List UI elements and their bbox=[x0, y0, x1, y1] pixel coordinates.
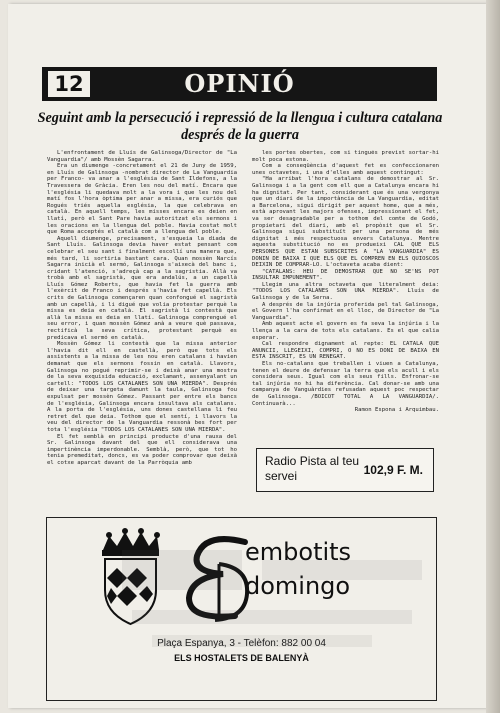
section-title: OPINIÓ bbox=[184, 69, 295, 98]
section-header-bar bbox=[42, 67, 437, 101]
paragraph: A després de la injúria proferida pel tal Galinsoga, el Govern l'ha confirmat en el lloc, de Director de "La Vanguardia". bbox=[252, 301, 439, 321]
paragraph: Era un diumenge -concretament el 21 de Juny de 1959, en Lluís de Galinsoga -nombrat director de La Vanguardia per Franco- va anar a l'església de Sant Ildefons, a la Travessera de Gràcia. Eren les nou del matí. Encara que l'església li quedava molt a la vora i que les nou del matí fos l'hora òptima per anar a missa, era curiós que Rogués triés aquella església, la que celebrava en català. En aquell temps, les misses encara es deien en llatí, però el Sant Pare havia autoritzat els sermons i les oracions en la llengua del poble. Havia costat molt que Roma acceptés el català com a llengua del poble. bbox=[47, 163, 237, 236]
author-signature: Ramon Espona i Arquimbau. bbox=[354, 407, 439, 414]
paragraph: Els no-catalans que treballen i viuen a Catalunya, tenen el deure de defensar la terra que els acull i els considera seus. Igual com els seus fills. Enfronar-se tal injúria no hi ha diferència. Cal donar-se amb una campanya de Vanguàrdies refusadan aquest poc respectar de Galinsoga. /BOICOT TOTAL A LA VANGUARDIA/. Continuarà... bbox=[252, 361, 439, 407]
article-column-right bbox=[252, 150, 439, 435]
shop-town: ELS HOSTALETS DE BALENYÀ bbox=[174, 653, 309, 663]
paragraph: Aquell diumenge, precisament, s'esqueia la diada de Sant Lluís. Galinsoga devia haver estat pensant com celebrar el seu sant i finalment escollí una manera que, més tard, li sortiria bastant cara. Quan mossèn Narcís Sagarra inicià el sermó, Galinsoga s'aixecà del banc i, cridant l'atenció, s'adreçà cap a la sagristia. Allà va trobà amb el sagristà, que era andalús, a un capellà Lluís Gómez Roberts, que havia fet la guerra amb l'exèrcit de Franco i després s'havia fet capellà. Els crits de Galinsoga començaren quan confongué el sagristà amb un capellà, i li digué que volia protestar perquè la missa es deia en català. El sagristà li contestà que allà la missa es deia en llatí. Galinsoga comprengué el seu error, i quan mossèn Gómez anà a veure què passava, rectificà la seva crítica, protestant perquè es predicava el sermó en català. bbox=[47, 235, 237, 341]
paragraph: Llegim una altra octaveta que literalment deia: "TODOS LOS CATALANES SON UNA MIERDA". Lluís de Galinsoga y de la Serna. bbox=[252, 281, 439, 302]
brand-line-2: domingo bbox=[245, 572, 351, 600]
crest-icon bbox=[95, 528, 165, 628]
paragraph: Com a conseqüència d'aquest fet es confeccionaren unes octavetes, i una d'elles amb aquest contingut: bbox=[252, 163, 439, 176]
radio-name: Radio Pista al teu servei bbox=[265, 454, 360, 483]
paragraph: "CATALANS: HEU DE DEMOSTRAR QUE NO SE'NS POT INSULTAR IMPUNEMENT". bbox=[252, 268, 439, 282]
page-number: 12 bbox=[48, 71, 90, 97]
paragraph: Amb aquest acte el govern es fa seva la injúria i la llença a la cara de tots els catalans. Es el que calia esperar. bbox=[252, 321, 439, 341]
brand-line-1: embotits bbox=[245, 538, 352, 566]
article-title: Seguint amb la persecució i repressió de la llengua i cultura catalana després de la guerra bbox=[37, 110, 443, 143]
radio-ad bbox=[256, 448, 434, 492]
paragraph: Mossèn Gómez li contestà que la missa anterior l'havia dit ell en castellà, però que tots els assistents a la missa de les nou eren catalans i havien demanat que els sermons fossin en català. Llavors, Galinsoga no pogué reprimir-se i deixà anar una mostra de la seva exquisida educació, exclamant, assenyalant un cartell: "TODOS LOS CATALANES SON UNA MIERDA". Després de deixar una targeta damunt la taula, Galinsoga fou expulsat per mossèn Gómez. Passant per entre els bancs de l'església, Galinsoga encara insultava als catalans. A la porta de l'església, uns dones castellana li feu retret del que deia. Tothom que el sentí, i llavors la veu del director de la Vanguardia ressonà bes fort per tota l'església "TODOS LOS CATALANES SON UNA MIERDA". bbox=[47, 341, 237, 433]
article-column-left bbox=[47, 150, 237, 532]
paragraph: El fet semblà en principi producte d'una rauxa del Sr. Galinsoga davant del que ell considerava una impertinència imperdonable. Semblà, però, que tot ho tenia premeditat, doncs, es va poder comprovar que deixà el cotxe aparcat davant de la Parròquia amb bbox=[47, 433, 237, 466]
paragraph: L'enfrontament de Lluís de Galinsoga/Director de "La Vanguardia"/ amb Mossèn Sagarra. bbox=[47, 150, 237, 163]
paragraph: les portes obertes, com si tingués previst sortar-hi molt poca estona. bbox=[252, 150, 439, 163]
radio-frequency: 102,9 F. M. bbox=[363, 463, 423, 477]
paragraph: "Ha arribat l'hora catalans de demostrar al Sr. Galinsoga i a la gent com ell que a Catalunya encara hi ha dignitat. Per tant, considerant que és una vergonya que un diari de la importància de La Vanguardia, editat a Barcelona, sigui dirigit per aquest home, que a més, està aprovant les majors ofenses, impressionant el fet, va ser desagradable per a tothom del comte de Godó, propietari del diari, amb el propòsit que el Sr. Galinsoga sigui substituït per una persona de més dignitat i més respectuosa envers Catalunya. Mentre aquesta substitució no es produeixi CAL QUE ELS PERSONES QUE ESTAN SUBSCRITES A "LA VANGUARDIA" ES DONIN DE BAIXA I QUE ELS QUE EL COMPREN EN ELS QUIOSCOS DEIXIN DE COMPRAR-LO. L'octaveta acaba dient: bbox=[252, 176, 439, 269]
paragraph: Cal respondre dignament al repte: EL CATALA QUE ANUNCII, LLEGEIXI, COMPRI, O NO ES DONI DE BAIXA EN ESTA INSCRIT, ES UN RENEGAT. bbox=[252, 341, 439, 361]
shop-address: Plaça Espanya, 3 - Telèfon: 882 00 04 bbox=[157, 638, 326, 649]
page-edge-shadow bbox=[486, 0, 500, 713]
shop-ad bbox=[46, 517, 437, 701]
